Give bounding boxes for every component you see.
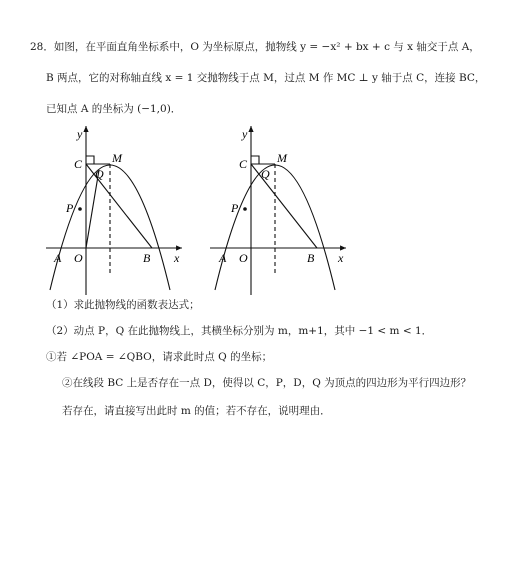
label-a-1: A: [54, 251, 62, 265]
question-1: （1）求此抛物线的函数表达式；: [46, 299, 200, 311]
point-p-1: [78, 207, 82, 211]
label-o-2: O: [239, 251, 248, 265]
label-c-1: C: [74, 157, 83, 171]
label-x-1: x: [174, 251, 180, 265]
label-x-2: x: [338, 251, 344, 265]
label-p-1: P: [66, 201, 74, 215]
right-angle-mark-2: [251, 156, 259, 164]
question-2-part-1: ①若 ∠POA = ∠QBO，请求此时点 Q 的坐标；: [46, 351, 273, 363]
label-a-2: A: [219, 251, 227, 265]
label-q-1: Q: [95, 167, 104, 181]
label-p-2: P: [231, 201, 239, 215]
label-m-2: M: [277, 151, 287, 165]
question-2-part-2: ②在线段 BC 上是否存在一点 D，使得以 C，P，D，Q 为顶点的四边形为平行四边形？: [62, 377, 472, 389]
label-b-2: B: [307, 251, 315, 265]
label-c-2: C: [239, 157, 248, 171]
problem-line-1: 28．如图，在平面直角坐标系中，O 为坐标原点，抛物线 y = −x² + bx + c 与 x 轴交于点 A，: [30, 41, 480, 53]
point-p-2: [243, 207, 247, 211]
label-m-1: M: [112, 151, 122, 165]
label-q-2: Q: [261, 167, 270, 181]
label-y-2: y: [242, 127, 248, 141]
question-2: （2）动点 P，Q 在此抛物线上，其横坐标分别为 m，m+1，其中 −1 < m < 1．: [46, 325, 433, 337]
label-y-1: y: [77, 127, 83, 141]
problem-line-3: 已知点 A 的坐标为 (−1,0)．: [46, 103, 182, 115]
label-b-1: B: [143, 251, 151, 265]
right-angle-mark-1: [86, 156, 94, 164]
question-2-part-2-continued: 若存在，请直接写出此时 m 的值；若不存在，说明理由．: [62, 405, 331, 417]
label-o-1: O: [74, 251, 83, 265]
problem-line-2: B 两点，它的对称轴直线 x = 1 交抛物线于点 M，过点 M 作 MC ⊥ y 轴于点 C，连接 BC，: [46, 72, 486, 84]
